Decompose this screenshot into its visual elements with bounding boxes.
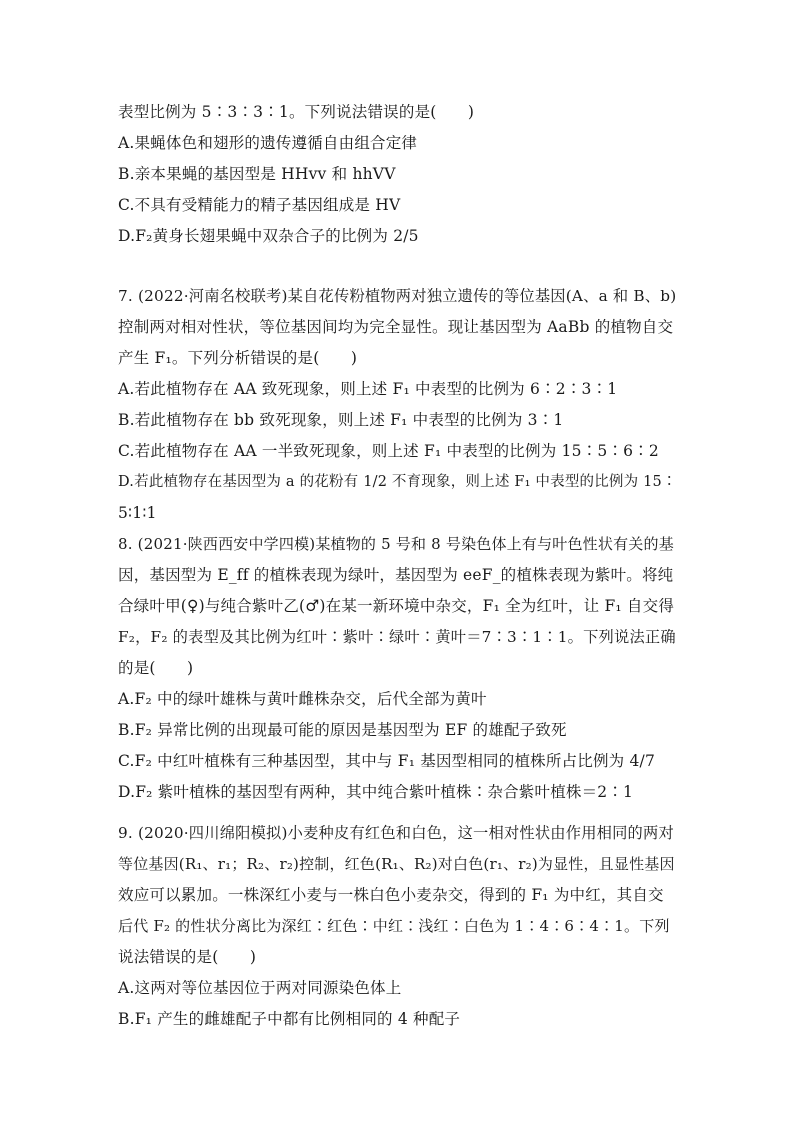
q7-option-d: D.若此植物存在基因型为 a 的花粉有 1/2 不育现象，则上述 F₁ 中表型的比例为 15∶ xyxy=(118,474,677,490)
q9-stem-line: 效应可以累加。一株深红小麦与一株白色小麦杂交，得到的 F₁ 为中红，其自交 xyxy=(118,886,664,904)
q6-option-c: C.不具有受精能力的精子基因组成是 HV xyxy=(118,196,401,214)
q8-option-c: C.F₂ 中红叶植株有三种基因型，其中与 F₁ 基因型相同的植株所占比例为 4/7 xyxy=(118,752,656,770)
q6-stem-tail: 表型比例为 5∶3∶3∶1。下列说法错误的是( ) xyxy=(118,103,475,121)
q6-option-a: A.果蝇体色和翅形的遗传遵循自由组合定律 xyxy=(118,134,418,152)
q9-stem-line: 说法错误的是( ) xyxy=(118,948,257,966)
q9-stem-line: 9. (2020·四川绵阳模拟)小麦种皮有红色和白色，这一相对性状由作用相同的两对 xyxy=(118,824,674,842)
q8-option-b: B.F₂ 异常比例的出现最可能的原因是基因型为 EF 的雄配子致死 xyxy=(118,721,567,739)
q6-option-b: B.亲本果蝇的基因型是 HHvv 和 hhVV xyxy=(118,165,396,183)
q8-option-a: A.F₂ 中的绿叶雄株与黄叶雌株杂交，后代全部为黄叶 xyxy=(118,690,487,708)
q9-stem-line: 后代 F₂ 的性状分离比为深红∶红色∶中红∶浅红∶白色为 1∶4∶6∶4∶1。下列 xyxy=(118,917,670,935)
q7-stem-line: 7. (2022·河南名校联考)某自花传粉植物两对独立遗传的等位基因(A、a 和 B、b) xyxy=(118,287,677,305)
q7-option-d-cont: 5∶1∶1 xyxy=(118,504,157,522)
q9-option-a: A.这两对等位基因位于两对同源染色体上 xyxy=(118,979,402,997)
q8-stem-line: 的是( ) xyxy=(118,659,194,677)
q8-stem-line: 合绿叶甲(♀)与纯合紫叶乙(♂)在某一新环境中杂交，F₁ 全为红叶，让 F₁ 自交得 xyxy=(118,597,675,615)
q8-stem-line: F₂，F₂ 的表型及其比例为红叶∶紫叶∶绿叶∶黄叶＝7∶3∶1∶1。下列说法正确 xyxy=(118,628,676,646)
q8-option-d: D.F₂ 紫叶植株的基因型有两种，其中纯合紫叶植株∶杂合紫叶植株＝2∶1 xyxy=(118,783,634,801)
q7-option-c: C.若此植物存在 AA 一半致死现象，则上述 F₁ 中表型的比例为 15∶5∶6∶2 xyxy=(118,442,659,460)
q7-stem-line: 产生 F₁。下列分析错误的是( ) xyxy=(118,349,358,367)
q9-option-b: B.F₁ 产生的雌雄配子中都有比例相同的 4 种配子 xyxy=(118,1010,461,1028)
q7-option-a: A.若此植物存在 AA 致死现象，则上述 F₁ 中表型的比例为 6∶2∶3∶1 xyxy=(118,380,618,398)
q6-option-d: D.F₂黄身长翅果蝇中双杂合子的比例为 2/5 xyxy=(118,227,419,245)
q8-stem-line: 因，基因型为 E_ff 的植株表现为绿叶，基因型为 eeF_的植株表现为紫叶。将纯 xyxy=(118,566,674,584)
q7-option-b: B.若此植物存在 bb 致死现象，则上述 F₁ 中表型的比例为 3∶1 xyxy=(118,411,564,429)
q8-stem-line: 8. (2021·陕西西安中学四模)某植物的 5 号和 8 号染色体上有与叶色性状有关的基 xyxy=(118,535,674,553)
q9-stem-line: 等位基因(R₁、r₁；R₂、r₂)控制，红色(R₁、R₂)对白色(r₁、r₂)为显性，且显性基因 xyxy=(118,855,675,873)
q7-stem-line: 控制两对相对性状，等位基因间均为完全显性。现让基因型为 AaBb 的植物自交 xyxy=(118,318,674,336)
